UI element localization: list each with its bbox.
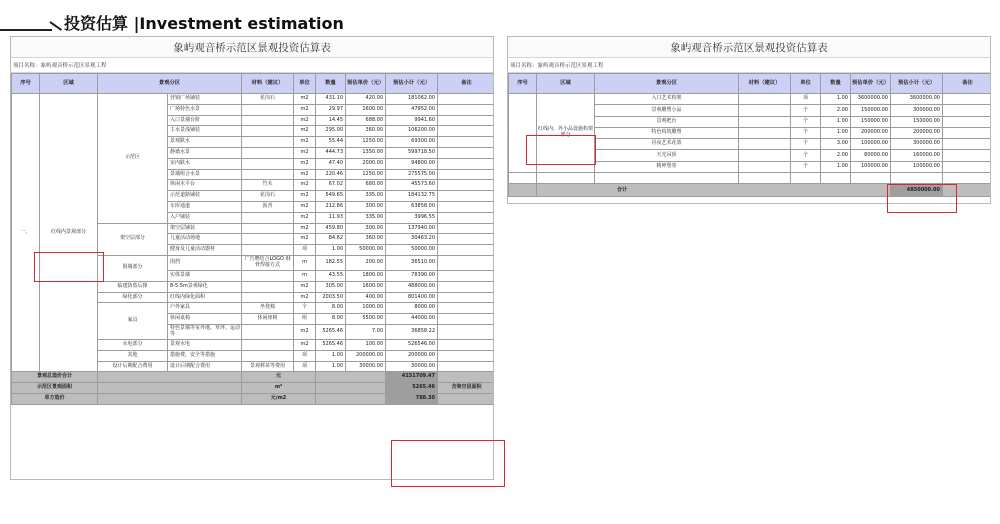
material-cell	[242, 324, 294, 339]
remark-cell	[438, 292, 494, 303]
subtotal-cell: 106200.00	[386, 126, 438, 137]
material-cell	[242, 292, 294, 303]
summary-note	[438, 372, 494, 383]
material-cell: 坐凳椅	[242, 303, 294, 314]
material-cell	[242, 104, 294, 115]
page-header	[0, 0, 1000, 40]
remark-cell	[438, 361, 494, 372]
qty-cell: 11.93	[316, 212, 346, 223]
qty-cell: 431.10	[316, 94, 346, 105]
material-cell	[242, 350, 294, 361]
remark-cell	[943, 127, 992, 138]
item-cell: 休闲桌椅	[168, 314, 242, 325]
table-header-row	[12, 74, 495, 94]
unit-cell: 个	[791, 139, 821, 150]
price-cell: 1350.00	[346, 147, 386, 158]
subtotal-cell: 599718.50	[386, 147, 438, 158]
col-header-qty: 数量	[316, 74, 346, 94]
seq-cell: 一、	[12, 94, 40, 372]
subtotal-cell: 94800.00	[386, 158, 438, 169]
material-cell: 花岗石	[242, 191, 294, 202]
subtotal-cell: 801400.00	[386, 292, 438, 303]
qty-cell: 8.00	[316, 303, 346, 314]
remark-cell	[943, 139, 992, 150]
unit-cell: m2	[294, 212, 316, 223]
remark-cell	[438, 158, 494, 169]
col-header-zone: 景观分区	[595, 74, 739, 94]
item-cell: 架空层铺装	[168, 223, 242, 234]
remark-cell	[438, 201, 494, 212]
col-header-seq: 序号	[12, 74, 40, 94]
highlight-box-total	[887, 184, 957, 213]
item-cell: 精神堡垒	[595, 161, 739, 172]
material-cell: 竹木	[242, 180, 294, 191]
remark-cell	[438, 234, 494, 245]
unit-cell: m2	[294, 281, 316, 292]
price-cell: 3600000.00	[851, 94, 891, 105]
qty-cell: 212.86	[316, 201, 346, 212]
summary-value: 5265.46	[386, 383, 438, 394]
material-cell: 花岗石	[242, 94, 294, 105]
summary-row-unit-cost	[12, 393, 495, 404]
unit-cell: 项	[294, 245, 316, 256]
qty-cell: 5265.46	[316, 324, 346, 339]
remark-cell	[438, 115, 494, 126]
table-row	[509, 94, 992, 105]
qty-cell: 84.62	[316, 234, 346, 245]
unit-cell: 项	[791, 94, 821, 105]
remark-cell	[438, 255, 494, 270]
remark-cell	[438, 191, 494, 202]
remark-cell	[438, 94, 494, 105]
item-cell: 景观跌水	[168, 137, 242, 148]
summary-blank	[509, 184, 537, 197]
unit-cell: m	[294, 255, 316, 270]
item-cell: 设计后期配合费用	[168, 361, 242, 372]
item-cell: 红线内绿化面积	[168, 292, 242, 303]
col-header-remark: 备注	[438, 74, 494, 94]
total-value: 4850000.00	[891, 184, 943, 197]
unit-cell: m2	[294, 126, 316, 137]
qty-cell: 55.44	[316, 137, 346, 148]
item-cell: 8-5.5m景观绿化	[168, 281, 242, 292]
qty-cell: 2.00	[821, 150, 851, 161]
qty-cell: 220.46	[316, 169, 346, 180]
summary-label: 单方造价	[12, 393, 98, 404]
item-cell: 特色构筑雕塑	[595, 127, 739, 138]
summary-blank	[316, 372, 386, 383]
remark-cell	[438, 270, 494, 281]
col-header-remark: 备注	[943, 74, 992, 94]
price-cell: 150000.00	[851, 105, 891, 116]
remark-cell	[438, 137, 494, 148]
remark-cell	[438, 126, 494, 137]
unit-cell: m2	[294, 201, 316, 212]
summary-value: 4151709.47	[386, 372, 438, 383]
unit-cell: 个	[791, 161, 821, 172]
material-cell: 休闲座椅	[242, 314, 294, 325]
subtotal-cell: 30463.20	[386, 234, 438, 245]
subtotal-cell: 50000.00	[386, 245, 438, 256]
qty-cell: 14.45	[316, 115, 346, 126]
material-cell	[242, 212, 294, 223]
qty-cell: 1.00	[316, 350, 346, 361]
summary-blank	[98, 372, 242, 383]
page-title: 投资估算 |Investment estimation	[64, 14, 344, 33]
material-cell	[242, 147, 294, 158]
item-cell: 营销广场铺装	[168, 94, 242, 105]
col-header-subtotal: 预估小计（元）	[891, 74, 943, 94]
price-cell: 400.00	[346, 292, 386, 303]
material-cell	[242, 115, 294, 126]
price-cell: 688.00	[346, 115, 386, 126]
unit-cell: m2	[294, 191, 316, 202]
subtotal-cell: 9941.60	[386, 115, 438, 126]
qty-cell: 67.02	[316, 180, 346, 191]
unit-cell: m2	[294, 234, 316, 245]
remark-cell	[438, 339, 494, 350]
subzone-cell: 示范区	[98, 94, 168, 224]
qty-cell: 1.00	[316, 245, 346, 256]
material-cell	[739, 127, 791, 138]
summary-unit: 元/m2	[242, 393, 316, 404]
item-cell: 示范道路铺装	[168, 191, 242, 202]
item-cell: 健身及儿童活动器材	[168, 245, 242, 256]
price-cell: 5500.00	[346, 314, 386, 325]
highlight-box-region	[34, 252, 104, 282]
material-cell	[242, 223, 294, 234]
qty-cell: 305.00	[316, 281, 346, 292]
price-cell: 30000.00	[346, 361, 386, 372]
subtotal-cell: 300000.00	[891, 105, 943, 116]
item-cell: 车库通道	[168, 201, 242, 212]
col-header-unit: 单位	[294, 74, 316, 94]
price-cell: 1600.00	[346, 281, 386, 292]
summary-blank	[316, 393, 386, 404]
subzone-cell: 绿化部分	[98, 292, 168, 303]
item-cell: 实体景墙	[168, 270, 242, 281]
price-cell: 335.00	[346, 191, 386, 202]
summary-row-area	[12, 383, 495, 394]
item-cell: 儿童活动场地	[168, 234, 242, 245]
qty-cell: 29.97	[316, 104, 346, 115]
price-cell: 150000.00	[851, 116, 891, 127]
item-cell: 景墙组合水景	[168, 169, 242, 180]
col-header-material: 材料（建议）	[739, 74, 791, 94]
material-cell: 沥青	[242, 201, 294, 212]
price-cell: 360.00	[346, 234, 386, 245]
material-cell	[739, 161, 791, 172]
subtotal-cell: 63858.00	[386, 201, 438, 212]
price-cell: 100000.00	[851, 161, 891, 172]
item-cell: 室内跌水	[168, 158, 242, 169]
item-cell: 入口艺术构架	[595, 94, 739, 105]
unit-cell: 项	[294, 350, 316, 361]
subzone-cell: 其他	[98, 350, 168, 361]
item-cell: 入户铺装	[168, 212, 242, 223]
subzone-cell: 水电部分	[98, 339, 168, 350]
subtotal-cell: 200000.00	[386, 350, 438, 361]
price-cell: 200000.00	[851, 127, 891, 138]
subtotal-cell: 36858.22	[386, 324, 438, 339]
price-cell: 300.00	[346, 223, 386, 234]
item-cell: 天光吊顶	[595, 150, 739, 161]
subzone-cell: 家具	[98, 303, 168, 340]
price-cell: 1250.00	[346, 137, 386, 148]
item-cell: 静谧水景	[168, 147, 242, 158]
item-cell: 休闲木平台	[168, 180, 242, 191]
remark-cell	[438, 223, 494, 234]
subtotal-cell: 69300.00	[386, 137, 438, 148]
unit-cell: 个	[791, 105, 821, 116]
summary-blank	[316, 383, 386, 394]
price-cell: 50000.00	[346, 245, 386, 256]
col-header-unit: 单位	[791, 74, 821, 94]
price-cell: 1250.00	[346, 169, 386, 180]
unit-cell: m2	[294, 94, 316, 105]
summary-note: 含架空层面积	[438, 383, 494, 394]
sheet-title: 象屿观音桥示范区景观投资估算表	[11, 37, 493, 58]
material-cell	[242, 126, 294, 137]
col-header-unit-price: 预估单价（元）	[851, 74, 891, 94]
price-cell: 200.00	[346, 255, 386, 270]
price-cell: 1800.00	[346, 270, 386, 281]
material-cell: 景观移苗等费用	[242, 361, 294, 372]
unit-cell: m2	[294, 223, 316, 234]
subtotal-cell: 30000.00	[386, 361, 438, 372]
summary-unit: m²	[242, 383, 316, 394]
sheet-title: 象屿观音桥示范区景观投资估算表	[508, 37, 990, 58]
region-cell: 红线内景观部分	[40, 94, 98, 372]
price-cell: 80000.00	[851, 150, 891, 161]
remark-cell	[943, 161, 992, 172]
remark-cell	[438, 104, 494, 115]
remark-cell	[943, 105, 992, 116]
qty-cell: 295.00	[316, 126, 346, 137]
table-row-empty	[509, 173, 992, 184]
price-cell: 1600.00	[346, 104, 386, 115]
summary-blank	[98, 383, 242, 394]
qty-cell: 444.73	[316, 147, 346, 158]
highlight-box-right-region	[526, 135, 596, 165]
unit-cell: m2	[294, 339, 316, 350]
material-cell	[242, 169, 294, 180]
qty-cell: 1.00	[821, 94, 851, 105]
item-cell: 户外家具	[168, 303, 242, 314]
remark-cell	[943, 150, 992, 161]
remark-cell	[438, 350, 494, 361]
material-cell	[242, 137, 294, 148]
qty-cell: 1.00	[821, 161, 851, 172]
qty-cell: 182.55	[316, 255, 346, 270]
project-name: 项目名称：象屿观音桥示范区景观工程	[508, 58, 990, 73]
item-cell: 昼夜艺术花篮	[595, 139, 739, 150]
remark-cell	[438, 147, 494, 158]
subtotal-cell: 275575.00	[386, 169, 438, 180]
remark-cell	[943, 116, 992, 127]
col-header-zone: 景观分区	[98, 74, 242, 94]
subtotal-cell: 78390.00	[386, 270, 438, 281]
unit-cell: 组	[294, 314, 316, 325]
unit-cell: m2	[294, 115, 316, 126]
project-name: 项目名称：象屿观音桥示范区景观工程	[11, 58, 493, 73]
col-header-qty: 数量	[821, 74, 851, 94]
material-cell	[242, 158, 294, 169]
subtotal-cell: 47952.00	[386, 104, 438, 115]
unit-cell: m2	[294, 137, 316, 148]
subzone-cell: 围墙部分	[98, 255, 168, 281]
qty-cell: 1.00	[821, 116, 851, 127]
col-header-unit-price: 预估单价（元）	[346, 74, 386, 94]
unit-cell: m2	[294, 324, 316, 339]
item-cell: 广场特色水景	[168, 104, 242, 115]
unit-cell: 个	[791, 150, 821, 161]
subtotal-cell: 100000.00	[891, 161, 943, 172]
qty-cell: 47.40	[316, 158, 346, 169]
remark-cell	[943, 94, 992, 105]
price-cell: 200000.00	[346, 350, 386, 361]
subtotal-cell: 8000.00	[386, 303, 438, 314]
subzone-cell: 临建防盗后撑	[98, 281, 168, 292]
remark-cell	[438, 212, 494, 223]
summary-note	[438, 393, 494, 404]
summary-blank	[98, 393, 242, 404]
material-cell	[242, 270, 294, 281]
material-cell	[739, 150, 791, 161]
material-cell	[739, 139, 791, 150]
unit-cell: 个	[294, 303, 316, 314]
total-label: 合计	[537, 184, 891, 197]
subtotal-cell: 200000.00	[891, 127, 943, 138]
item-cell: 措施费、安全等措施	[168, 350, 242, 361]
region-cell: 红线内、外小品设施构架部分	[537, 94, 595, 173]
remark-cell	[438, 169, 494, 180]
col-header-region: 区域	[537, 74, 595, 94]
material-cell	[242, 234, 294, 245]
summary-label: 景观总造价合计	[12, 372, 98, 383]
subtotal-cell: 44000.00	[386, 314, 438, 325]
material-cell	[739, 105, 791, 116]
item-cell: 围挡	[168, 255, 242, 270]
price-cell: 360.00	[346, 126, 386, 137]
qty-cell: 549.65	[316, 191, 346, 202]
subtotal-cell: 36510.00	[386, 255, 438, 270]
qty-cell: 5265.46	[316, 339, 346, 350]
qty-cell: 1.00	[821, 127, 851, 138]
qty-cell: 8.00	[316, 314, 346, 325]
qty-cell: 3.00	[821, 139, 851, 150]
price-cell: 100.00	[346, 339, 386, 350]
item-cell: 主水景浅铺装	[168, 126, 242, 137]
remark-cell	[438, 245, 494, 256]
remark-cell	[438, 324, 494, 339]
col-header-seq: 序号	[509, 74, 537, 94]
right-estimate-sheet	[507, 36, 991, 204]
subtotal-cell: 184132.75	[386, 191, 438, 202]
subzone-cell: 架空层部分	[98, 223, 168, 255]
table-header-row	[509, 74, 992, 94]
unit-cell: m2	[294, 169, 316, 180]
subzone-cell: 设计后期配合费用	[98, 361, 168, 372]
remark-cell	[438, 180, 494, 191]
subtotal-cell: 300000.00	[891, 139, 943, 150]
material-cell	[242, 245, 294, 256]
material-cell	[242, 281, 294, 292]
unit-cell: m2	[294, 180, 316, 191]
subtotal-cell: 160000.00	[891, 150, 943, 161]
col-header-region: 区域	[40, 74, 98, 94]
unit-cell: 个	[791, 127, 821, 138]
unit-cell: m2	[294, 292, 316, 303]
summary-value: 788.30	[386, 393, 438, 404]
estimate-table	[11, 73, 494, 405]
unit-cell: m2	[294, 147, 316, 158]
unit-cell: 项	[294, 361, 316, 372]
summary-unit: 元	[242, 372, 316, 383]
qty-cell: 1.00	[316, 361, 346, 372]
col-header-subtotal: 预估小计（元）	[386, 74, 438, 94]
price-cell: 2000.00	[346, 158, 386, 169]
highlight-box-summary	[391, 440, 505, 487]
subtotal-cell: 488000.00	[386, 281, 438, 292]
item-cell: 景观水电	[168, 339, 242, 350]
subtotal-cell: 181062.00	[386, 94, 438, 105]
qty-cell: 459.80	[316, 223, 346, 234]
subtotal-cell: 3996.55	[386, 212, 438, 223]
remark-cell	[438, 303, 494, 314]
unit-cell: 个	[791, 116, 821, 127]
summary-label: 示范区景观面积	[12, 383, 98, 394]
material-cell	[242, 339, 294, 350]
unit-cell: m	[294, 270, 316, 281]
remark-cell	[438, 314, 494, 325]
price-cell: 680.00	[346, 180, 386, 191]
price-cell: 1000.00	[346, 303, 386, 314]
subtotal-cell: 3600000.00	[891, 94, 943, 105]
summary-row-total-cost	[12, 372, 495, 383]
material-cell	[739, 94, 791, 105]
col-header-material: 材料（建议）	[242, 74, 294, 94]
qty-cell: 2003.50	[316, 292, 346, 303]
price-cell: 335.00	[346, 212, 386, 223]
item-cell: 景观吧台	[595, 116, 739, 127]
material-cell	[739, 116, 791, 127]
subtotal-cell: 526546.00	[386, 339, 438, 350]
item-cell: 特色景墙等室外地、草坪、运动等	[168, 324, 242, 339]
qty-cell: 43.55	[316, 270, 346, 281]
unit-cell: m2	[294, 158, 316, 169]
price-cell: 300.00	[346, 201, 386, 212]
item-cell: 入口景墙台阶	[168, 115, 242, 126]
table-row	[12, 94, 495, 105]
subtotal-cell: 137940.00	[386, 223, 438, 234]
remark-cell	[438, 281, 494, 292]
price-cell: 420.00	[346, 94, 386, 105]
price-cell: 100000.00	[851, 139, 891, 150]
material-cell: 广告牌结合LOGO 钢骨焊接方式	[242, 255, 294, 270]
price-cell: 7.00	[346, 324, 386, 339]
unit-cell: m2	[294, 104, 316, 115]
header-rule	[0, 29, 52, 31]
subtotal-cell: 45573.60	[386, 180, 438, 191]
subtotal-cell: 150000.00	[891, 116, 943, 127]
qty-cell: 2.00	[821, 105, 851, 116]
item-cell: 景观雕塑小品	[595, 105, 739, 116]
